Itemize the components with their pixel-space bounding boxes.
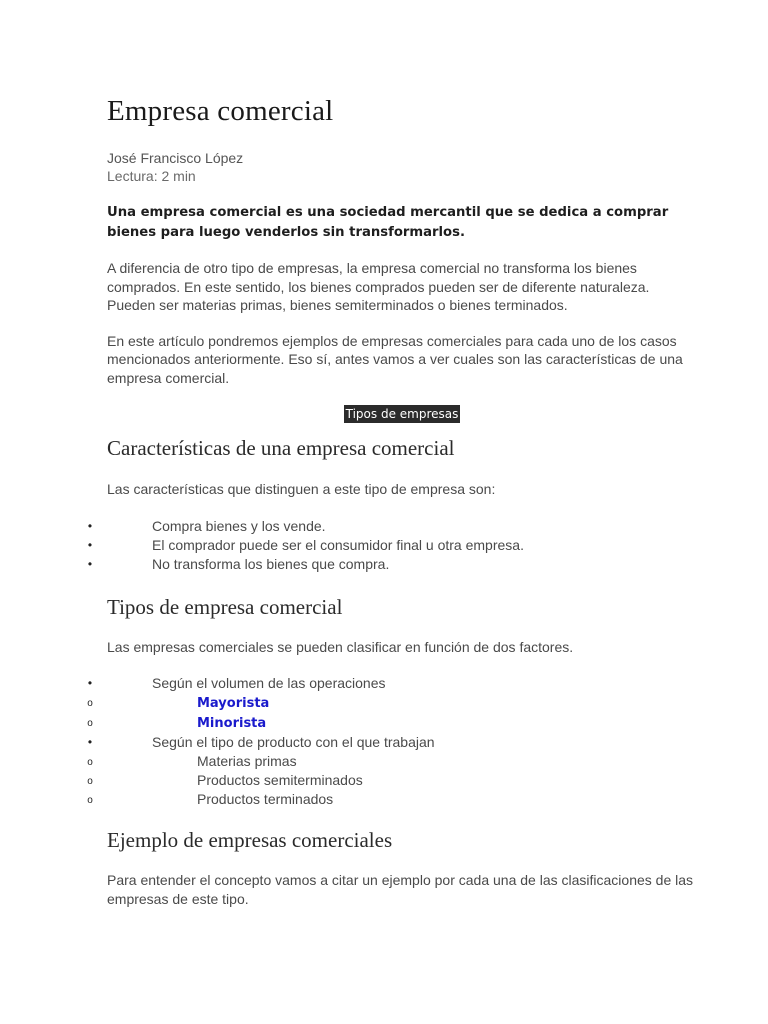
list-item xyxy=(87,674,697,693)
bullet-icon: • xyxy=(87,556,93,571)
sub-list-item xyxy=(87,771,697,790)
article-lead: Una empresa comercial es una sociedad mercantil que se dedica a comprar bienes para luego venderlos sin transformarlos. xyxy=(107,205,669,240)
section-heading-caracteristicas: Características de una empresa comercial xyxy=(107,436,455,460)
category-tag-link[interactable]: Tipos de empresas xyxy=(345,407,459,421)
sub-list-item-text: Materias primas xyxy=(197,753,297,769)
section-heading-tipos: Tipos de empresa comercial xyxy=(107,594,343,619)
article-title: Empresa comercial xyxy=(107,95,334,127)
list-item xyxy=(87,733,697,752)
circle-bullet-icon: o xyxy=(87,718,93,729)
list-item-text: No transforma los bienes que compra. xyxy=(152,555,390,572)
mayorista-link[interactable]: Mayorista xyxy=(197,696,270,711)
list-item xyxy=(87,517,697,536)
list-item-text: Según el tipo de producto con el que trabajan xyxy=(152,734,435,750)
section-intro: Las características que distinguen a este tipo de empresa son: xyxy=(107,481,496,497)
section-heading-ejemplo: Ejemplo de empresas comerciales xyxy=(107,828,393,852)
circle-bullet-icon: o xyxy=(87,795,93,806)
author-name: José Francisco López xyxy=(107,150,244,166)
bullet-icon: • xyxy=(87,518,93,533)
circle-bullet-icon: o xyxy=(87,776,93,787)
sub-list-item xyxy=(87,752,697,771)
sub-list-item-text: Productos semiterminados xyxy=(197,772,363,788)
sub-list-item xyxy=(87,693,697,713)
article-paragraph: A diferencia de otro tipo de empresas, la empresa comercial no transforma los bienes comprados. En este sentido, los bienes comprados pueden ser de diferente naturaleza. Pueden ser materias primas, bienes semiterminados o bienes terminados. xyxy=(107,260,650,313)
article-paragraph: En este artículo pondremos ejemplos de empresas comerciales para cada uno de los casos mencionados anteriormente. Eso sí, antes vamos a ver cuales son las características de una empresa comercial. xyxy=(107,332,683,386)
tipos-list xyxy=(87,674,697,809)
bullet-icon: • xyxy=(87,735,93,749)
reading-time: Lectura: 2 min xyxy=(107,168,196,184)
list-item xyxy=(87,536,697,555)
tag-container xyxy=(107,405,697,425)
sub-list-item xyxy=(87,713,697,733)
caracteristicas-list xyxy=(87,517,697,574)
minorista-link[interactable]: Minorista xyxy=(197,716,267,731)
section-intro: Las empresas comerciales se pueden clasificar en función de dos factores. xyxy=(107,638,574,655)
article-content xyxy=(87,93,697,908)
sub-list-item-text: Productos terminados xyxy=(197,791,334,807)
bullet-icon: • xyxy=(87,537,93,552)
circle-bullet-icon: o xyxy=(87,698,93,709)
article-meta xyxy=(107,149,697,185)
section-intro: Para entender el concepto vamos a citar un ejemplo por cada una de las clasificaciones de las empresas de este tipo. xyxy=(107,872,694,907)
list-item-text: El comprador puede ser el consumidor final u otra empresa. xyxy=(152,536,524,553)
sub-list-item xyxy=(87,790,697,809)
circle-bullet-icon: o xyxy=(87,757,93,768)
list-item-text: Compra bienes y los vende. xyxy=(152,517,326,534)
bullet-icon: • xyxy=(87,676,93,690)
list-item xyxy=(87,555,697,574)
list-item-text: Según el volumen de las operaciones xyxy=(152,675,386,691)
